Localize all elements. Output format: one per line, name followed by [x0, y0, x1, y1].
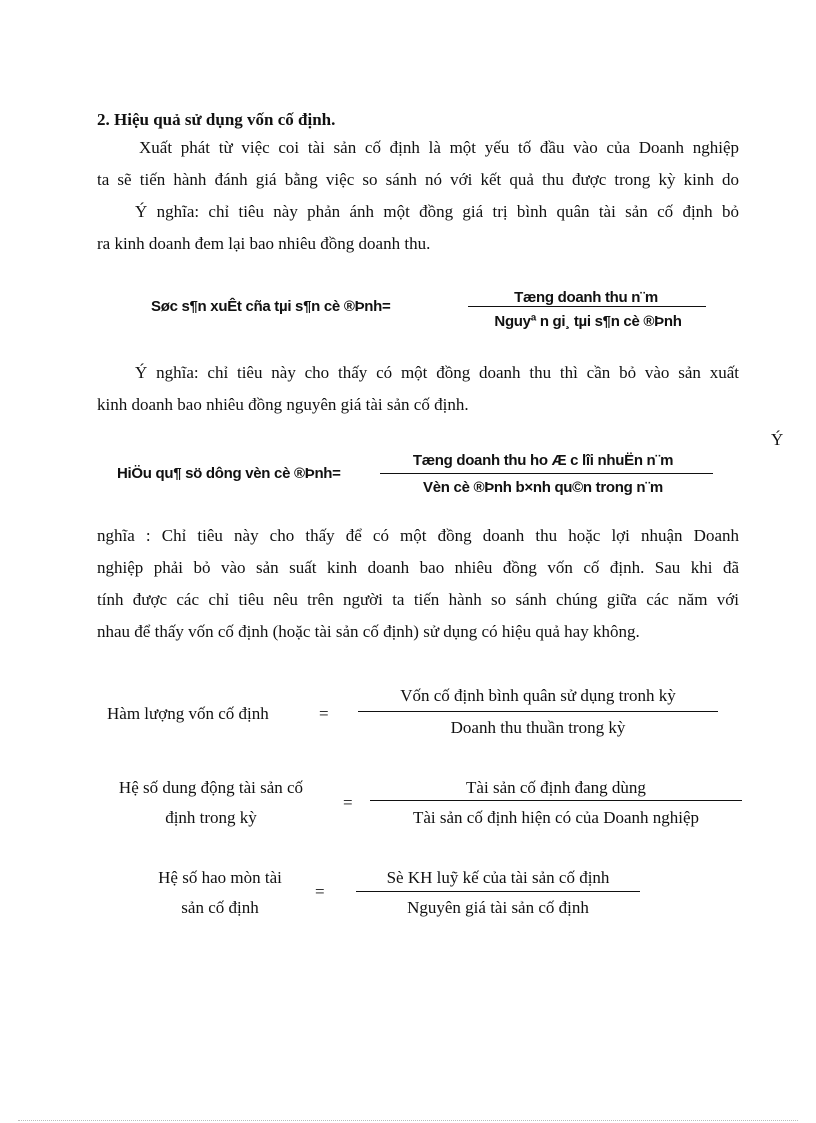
formula-5-fraction-bar [356, 891, 640, 892]
formula-5-lhs-line-1: Hệ số hao mòn tài [158, 868, 282, 887]
formula-3-fraction-bar [358, 711, 718, 712]
formula-3-equals: = [319, 704, 329, 723]
formula-4-fraction-bar [370, 800, 742, 801]
section-heading: 2. Hiệu quả sử dụng vốn cố định. [97, 110, 336, 129]
paragraph-3-line-2: kinh doanh bao nhiêu đồng nguyên giá tài sản cố định. [97, 395, 469, 414]
formula-2-fraction-bar [380, 473, 713, 474]
formula-4-lhs-line-1: Hệ số dung động tài sản cố [118, 778, 304, 797]
formula-1-denominator: Nguyª n gi¸ tµi s¶n cè ®Þnh [494, 313, 682, 330]
formula-3-lhs: Hàm lượng vốn cố định [107, 704, 269, 723]
paragraph-4 [97, 520, 739, 648]
formula-5-equals: = [315, 882, 325, 901]
formula-4-equals: = [343, 793, 353, 812]
paragraph-2-line-1: Ý nghĩa: chỉ tiêu này phản ánh một đồng giá trị bình quân tài sản cố định bỏ [135, 202, 739, 221]
paragraph-4-line-4: nhau để thấy vốn cố định (hoặc tài sản cố định) sử dụng có hiệu quả hay không. [97, 622, 640, 641]
paragraph-2 [97, 196, 739, 260]
formula-5-lhs-line-2: sản cố định [181, 898, 259, 917]
formula-2-numerator: Tæng doanh thu ho Æ c lîi nhuËn n¨m [412, 452, 674, 469]
paragraph-4-line-1: nghĩa : Chỉ tiêu này cho thấy để có một đồng doanh thu hoặc lợi nhuận Doanh [97, 526, 739, 545]
paragraph-1-line-1: Xuất phát từ việc coi tài sản cố định là một yếu tố đầu vào của Doanh nghiệp [139, 138, 739, 157]
paragraph-1-line-2: ta sẽ tiến hành đánh giá bằng việc so sánh nó với kết quả thu được trong kỳ kinh do [97, 170, 739, 189]
formula-4-denominator: Tài sản cố định hiện có của Doanh nghiệp [412, 808, 700, 827]
formula-1-fraction-bar [468, 306, 706, 307]
formula-1-numerator: Tæng doanh thu n¨m [514, 289, 658, 306]
formula-4-numerator: Tài sản cố định đang dùng [466, 778, 646, 797]
formula-3-numerator: Vốn cố định bình quân sử dụng tronh kỳ [400, 686, 676, 705]
formula-5-denominator: Nguyên giá tài sản cố định [407, 898, 589, 917]
paragraph-4-line-3: tính được các chỉ tiêu nêu trên người ta tiến hành so sánh chúng giữa các năm với [97, 590, 739, 609]
formula-5-numerator: Sè KH luỹ kế của tài sản cố định [386, 868, 610, 887]
formula-1-lhs: Søc s¶n xuÊt cña tµi s¶n cè ®Þnh= [151, 298, 391, 315]
formula-4-lhs-line-2: định trong kỳ [165, 808, 257, 827]
page-bottom-border [18, 1120, 798, 1121]
formula-2-denominator: Vèn cè ®Þnh b×nh qu©n trong n¨m [423, 479, 663, 496]
paragraph-4-line-2: nghiệp phải bỏ vào sản suất kinh doanh bao nhiêu đồng vốn cố định. Sau khi đã [97, 558, 739, 577]
paragraph-3 [97, 357, 739, 421]
formula-3-denominator: Doanh thu thuần trong kỳ [450, 718, 626, 737]
paragraph-2-line-2: ra kinh doanh đem lại bao nhiêu đồng doanh thu. [97, 234, 431, 253]
formula-2-lhs: HiÖu qu¶ sö dông vèn cè ®Þnh= [117, 465, 341, 482]
paragraph-1 [97, 132, 739, 196]
paragraph-3-line-1: Ý nghĩa: chỉ tiêu này cho thấy có một đồng doanh thu thì cần bỏ vào sản xuất [135, 363, 739, 382]
stray-letter: Ý [771, 430, 784, 449]
